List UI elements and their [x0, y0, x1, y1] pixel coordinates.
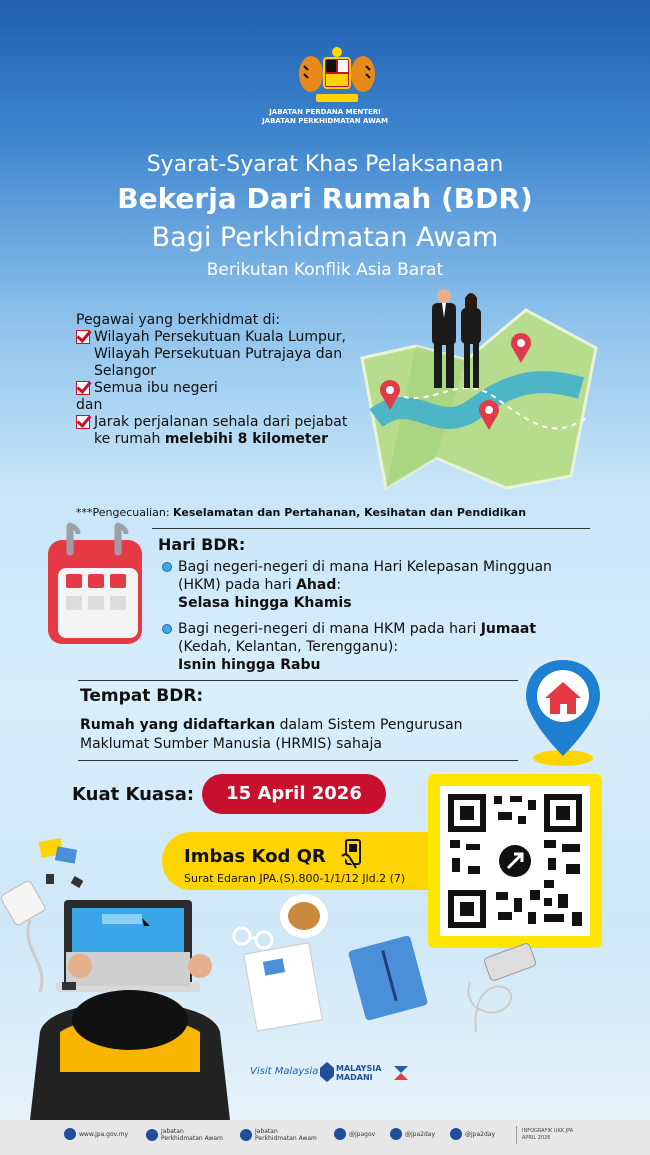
globe-icon — [64, 1128, 76, 1140]
hari-bdr-b2-line-2: (Kedah, Kelantan, Terengganu): — [178, 639, 399, 655]
eligibility-connector: dan — [76, 397, 103, 413]
hari-bdr-b1-bold: Ahad — [296, 577, 337, 593]
tempat-bdr-text — [80, 716, 463, 754]
qr-subtitle: Surat Edaran JPA.(S).800-1/1/12 Jld.2 (7) — [184, 872, 406, 885]
home-location-pin-icon — [520, 656, 606, 768]
footer-x[interactable] — [334, 1128, 375, 1140]
exception-text: Keselamatan dan Pertahanan, Kesihatan dan Pendidikan — [173, 506, 527, 519]
dept-line-2: JABATAN PERKHIDMATAN AWAM — [262, 117, 388, 125]
documents-icon — [244, 943, 323, 1031]
eligibility-item-1-line-3: Selangor — [94, 363, 157, 379]
tempat-bdr-line-1 — [80, 716, 463, 735]
footer-ig-handle: @jpa2day — [405, 1130, 436, 1138]
hari-bdr-b2-bold: Jumaat — [480, 621, 537, 637]
footer-jabatan-line-1: Jabatan — [161, 1128, 184, 1135]
exception-note — [76, 506, 526, 519]
hari-bdr-b1-pre: (HKM) pada hari — [178, 577, 297, 593]
footer-divider — [516, 1126, 517, 1144]
eligibility-item-3-bold: melebihi 8 kilometer — [164, 431, 328, 447]
hari-bdr-b2-pre: Bagi negeri-negeri di mana HKM pada hari — [178, 621, 481, 637]
title-line-1: Syarat-Syarat Khas Pelaksanaan — [146, 152, 504, 177]
tempat-bdr-line-2: Maklumat Sumber Manusia (HRMIS) sahaja — [80, 736, 382, 752]
calendar-icon — [40, 522, 150, 652]
checkbox-checked-icon — [76, 381, 90, 395]
glasses-icon — [234, 928, 272, 948]
eligibility-item-3-pre: ke rumah — [94, 431, 165, 447]
eligibility-intro: Pegawai yang berkhidmat di: — [76, 312, 281, 328]
footer-tiktok[interactable] — [450, 1128, 495, 1140]
malaysia-madani-logo-icon — [320, 1062, 334, 1082]
footer-infografik-line-1: INFOGRAFIK UKK JPA — [522, 1128, 574, 1134]
bullet-icon — [162, 624, 172, 634]
divider — [78, 680, 518, 681]
eligibility-item-2: Semua ibu negeri — [94, 380, 218, 396]
divider — [78, 760, 518, 761]
hari-bdr-b1-line-1: Bagi negeri-negeri di mana Hari Kelepasan Mingguan — [178, 559, 552, 575]
tiktok-icon — [450, 1128, 462, 1140]
map-illustration — [356, 288, 606, 498]
footer-website-text: www.jpa.gov.my — [79, 1130, 129, 1138]
madani-line-2: MADANI — [336, 1073, 373, 1082]
jpa-logo-icon — [146, 1129, 158, 1141]
dept-line-1: JABATAN PERDANA MENTERI — [269, 108, 381, 116]
footer-fb-line-1: Jabatan — [255, 1128, 278, 1135]
qr-title: Imbas Kod QR — [184, 846, 326, 867]
hari-bdr-b2-line-3: Isnin hingga Rabu — [178, 657, 321, 673]
smartphone-icon — [468, 943, 536, 1032]
coffee-cup-icon — [280, 894, 328, 938]
eligibility-item-1-line-1: Wilayah Persekutuan Kuala Lumpur, — [94, 329, 346, 345]
footer-infografik-line-2: APRIL 2026 — [522, 1135, 551, 1141]
eligibility-item-1-line-2: Wilayah Persekutuan Putrajaya dan — [94, 346, 343, 362]
jata-negara-crest-icon — [296, 44, 378, 106]
footer-infografik — [522, 1128, 573, 1142]
x-twitter-icon — [334, 1128, 346, 1140]
power-bank-icon — [0, 880, 46, 992]
divider — [152, 528, 590, 529]
title-line-3: Bagi Perkhidmatan Awam — [151, 222, 499, 253]
hari-bdr-bullet-1 — [178, 558, 552, 612]
footer-jabatan-line-2: Perkhidmatan Awam — [161, 1135, 223, 1142]
footer-jabatan — [146, 1128, 223, 1142]
instagram-icon — [390, 1128, 402, 1140]
madani-line-1: MALAYSIA — [336, 1064, 382, 1073]
eligibility-item-3-line-1: Jarak perjalanan sehala dari pejabat — [94, 414, 348, 430]
title-line-2: Bekerja Dari Rumah (BDR) — [117, 182, 533, 215]
eligibility-item-3-line-2 — [94, 431, 347, 448]
malaysia-madani-text — [336, 1064, 381, 1082]
notebook-icon — [348, 935, 428, 1021]
desk-items-icon — [39, 838, 84, 888]
footer-facebook[interactable] — [240, 1128, 317, 1142]
footer-website[interactable] — [64, 1128, 128, 1140]
checkbox-checked-icon — [76, 330, 90, 344]
agency-logo-icon — [392, 1062, 410, 1084]
footer-x-handle: @jpagov — [349, 1130, 376, 1138]
title-line-4: Berikutan Konflik Asia Barat — [206, 260, 444, 280]
hari-bdr-bullet-2 — [178, 620, 536, 674]
kuat-kuasa-label: Kuat Kuasa: — [72, 784, 195, 805]
hari-bdr-b1-line-3: Selasa hingga Khamis — [178, 595, 352, 611]
hari-bdr-b2-line-1 — [178, 620, 536, 638]
kuat-kuasa-date: 15 April 2026 — [202, 774, 386, 814]
hari-bdr-b1-post: : — [336, 577, 342, 593]
footer-instagram[interactable] — [390, 1128, 435, 1140]
bullet-icon — [162, 562, 172, 572]
tempat-bdr-title: Tempat BDR: — [80, 686, 204, 706]
facebook-icon — [240, 1129, 252, 1141]
exception-prefix: ***Pengecualian: — [76, 506, 174, 519]
checkbox-checked-icon — [76, 415, 90, 429]
hari-bdr-title: Hari BDR: — [158, 535, 246, 554]
tempat-bdr-post: dalam Sistem Pengurusan — [275, 717, 463, 733]
visit-malaysia-logo: Visit Malaysia — [250, 1066, 319, 1077]
hari-bdr-b1-line-2 — [178, 576, 552, 594]
footer-fb-line-2: Perkhidmatan Awam — [255, 1135, 317, 1142]
footer-tiktok-handle: @jpa2day — [465, 1130, 496, 1138]
tempat-bdr-bold: Rumah yang didaftarkan — [80, 717, 276, 733]
laptop-icon — [56, 900, 200, 992]
eligibility-list — [76, 312, 347, 448]
